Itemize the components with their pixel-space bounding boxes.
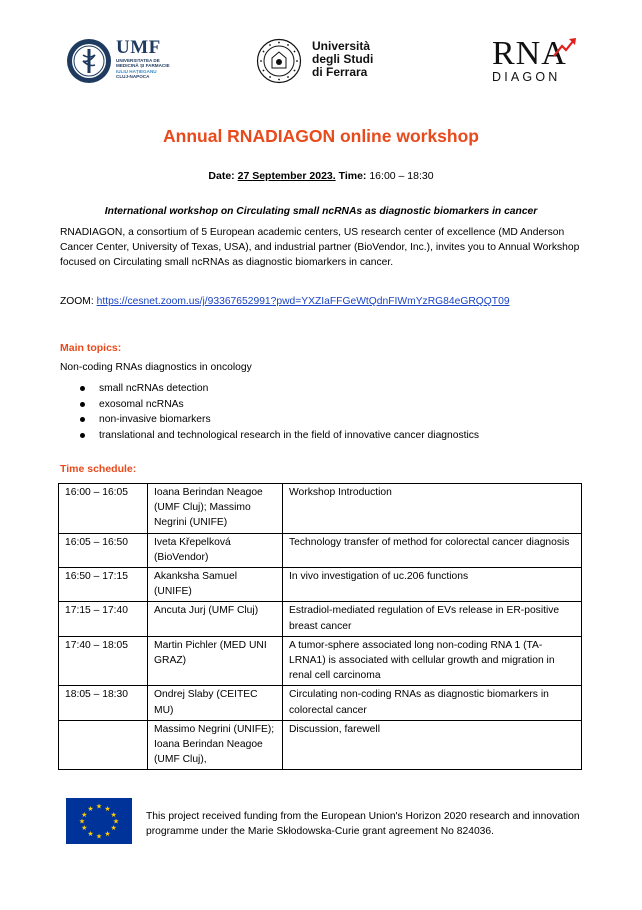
time-cell: 17:15 – 17:40 [59,602,148,636]
topics-intro: Non-coding RNAs diagnostics in oncology [60,362,252,373]
umf-line-4: CLUJ-NAPOCA [116,74,150,80]
topic-cell: Circulating non-coding RNAs as diagnostic biomarkers in colorectal cancer [283,686,582,720]
topic-cell: Discussion, farewell [283,720,582,770]
svg-text:★: ★ [95,802,103,811]
speaker-cell: Akanksha Samuel (UNIFE) [148,568,283,602]
svg-text:★: ★ [87,804,94,813]
zoom-link[interactable]: https://cesnet.zoom.us/j/93367652991?pwd=YXZIaFFGeWtQdnFIWmYzRG84eGRQQT09 [96,296,510,307]
unife-line-1: Università [312,39,371,53]
svg-text:★: ★ [112,817,120,826]
topic-text: non-invasive biomarkers [99,414,211,426]
svg-text:★: ★ [110,811,117,819]
topic-cell: Estradiol-mediated regulation of EVs release in ER-positive breast cancer [283,602,582,636]
svg-text:★: ★ [87,830,94,839]
intro-paragraph: RNADIAGON, a consortium of 5 European academic centers, US research center of excellence (MD Anderson Cancer Center, University of Texas, USA), and industrial partner (BioVendor, Inc.), invites you to Annual Workshop focused on Circulating small ncRNAs as diagnostic biomarkers in cancer. [60,227,580,268]
svg-text:★: ★ [81,824,88,832]
time-cell: 17:40 – 18:05 [59,636,148,686]
svg-text:★: ★ [81,811,88,819]
zoom-line [60,296,510,307]
unife-line-2: degli Studi [312,52,374,66]
red-arrow-icon [552,36,578,58]
unife-logo [256,36,386,86]
speaker-cell: Martin Pichler (MED UNI GRAZ) [148,636,283,686]
list-item [78,381,479,397]
umf-line-1: UNIVERSITATEA DE [116,58,160,63]
bullet-icon [80,433,85,438]
time-schedule-heading: Time schedule: [60,463,137,475]
table-row [59,602,582,636]
schedule-table [58,483,582,770]
table-row [59,636,582,686]
speaker-cell: Ancuta Jurj (UMF Cluj) [148,602,283,636]
speaker-cell: Ondrej Slaby (CEITEC MU) [148,686,283,720]
speaker-cell: Iveta Křepelková (BioVendor) [148,533,283,567]
speaker-cell: Massimo Negrini (UNIFE); Ioana Berindan Neagoe (UMF Cluj), [148,720,283,770]
time-cell: 18:05 – 18:30 [59,686,148,720]
umf-logo [66,38,186,86]
umf-line-3: IULIU HAȚIEGANU [116,68,157,74]
umf-line-2: MEDICINĂ ȘI FARMACIE [116,63,170,69]
funding-statement: This project received funding from the European Union's Horizon 2020 research and innovation programme under the Marie Skłodowska-Curie grant agreement No 824036. [146,811,580,837]
date-value: 27 September 2023. [237,170,336,182]
bullet-icon [80,402,85,407]
eu-flag-icon [66,798,132,844]
topic-text: exosomal ncRNAs [99,398,184,410]
time-value: 16:00 – 18:30 [369,170,434,182]
svg-text:★: ★ [78,817,86,826]
svg-text:★: ★ [104,804,111,813]
list-item [78,397,479,413]
table-row [59,533,582,567]
table-row [59,484,582,534]
time-label: Time: [338,170,367,182]
main-topics-heading: Main topics: [60,342,122,354]
list-item [78,412,479,428]
rnadiagon-logo [490,36,580,86]
table-row [59,720,582,770]
topic-cell: Technology transfer of method for colorectal cancer diagnosis [283,533,582,567]
time-cell [59,720,148,770]
bullet-icon [80,417,85,422]
table-row [59,686,582,720]
date-time-line [0,170,642,182]
topic-cell: In vivo investigation of uc.206 functions [283,568,582,602]
topic-cell: A tumor-sphere associated long non-coding RNA 1 (TA-LRNA1) is associated with cellular growth and migration in renal cell carcinoma [283,636,582,686]
time-cell: 16:05 – 16:50 [59,533,148,567]
topic-cell: Workshop Introduction [283,484,582,534]
time-cell: 16:50 – 17:15 [59,568,148,602]
bullet-icon [80,386,85,391]
topics-list [78,381,479,443]
list-item [78,428,479,444]
svg-text:★: ★ [104,830,111,839]
table-row [59,568,582,602]
rnadiagon-logo-bottom: DIAGON [492,70,561,84]
time-cell: 16:00 – 16:05 [59,484,148,534]
zoom-label: ZOOM: [60,296,94,307]
umf-name: UMF [116,37,161,58]
page-title: Annual RNADIAGON online workshop [163,126,479,146]
workshop-subtitle: International workshop on Circulating small ncRNAs as diagnostic biomarkers in cancer [104,206,538,217]
speaker-cell: Ioana Berindan Neagoe (UMF Cluj); Massimo Negrini (UNIFE) [148,484,283,534]
unife-line-3: di Ferrara [312,65,368,79]
umf-seal-icon [66,38,112,84]
unife-seal-icon [256,38,302,84]
topic-text: small ncRNAs detection [99,383,209,394]
date-label: Date: [208,170,235,182]
svg-text:★: ★ [110,824,117,832]
svg-text:★: ★ [95,832,103,841]
rnadiagon-logo-top: RNA [492,35,567,72]
topic-text: translational and technological research in the field of innovative cancer diagnostics [99,429,480,441]
